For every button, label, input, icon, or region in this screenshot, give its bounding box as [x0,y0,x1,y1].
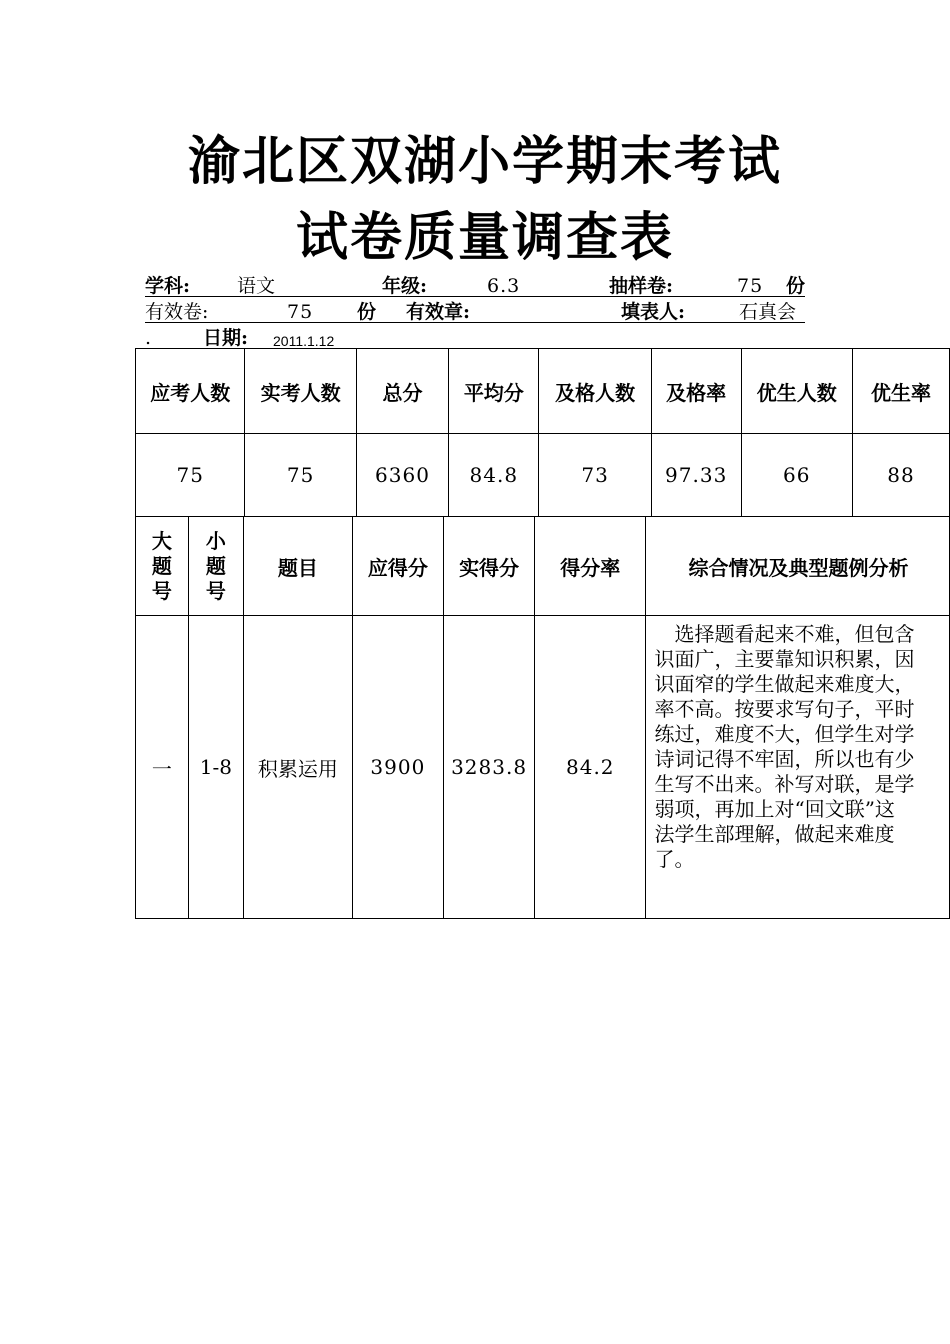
summary-header-cell: 优生人数 [741,349,852,434]
subject-label: 学科: [145,275,191,297]
analysis-line: 率不高。按要求写句子，平时 [654,697,915,721]
analysis-line: 练过，难度不大，但学生对学 [654,722,915,746]
minor-number-header: 小 题 号 [188,517,243,616]
summary-value-cell: 66 [741,434,852,517]
valid-value: 75 [287,301,314,323]
subject-value: 语文 [237,275,276,297]
date-value: 2011.1.12 [273,333,335,349]
meta-line-1 [145,274,805,298]
summary-table [135,348,950,517]
analysis-line: 生写不出来。补写对联，是学 [654,772,915,796]
page-title-line1: 渝北区双湖小学期末考试 [187,131,782,192]
filler-value: 石真会 [739,301,797,323]
meta-line-3 [145,326,805,350]
summary-value-cell: 73 [539,434,651,517]
item-analysis-table [135,516,950,919]
analysis-line: 了。 [654,847,695,871]
summary-value-row [136,434,950,517]
summary-value-cell: 75 [245,434,356,517]
major-number-cell: 一 [136,616,189,919]
summary-header-cell: 及格人数 [539,349,651,434]
summary-header-row [136,349,950,434]
topic-header: 题目 [244,517,353,616]
summary-value-cell: 6360 [356,434,448,517]
actual-score-cell: 3283.8 [444,616,535,919]
analysis-line: 法学生部理解，做起来难度 [654,822,895,846]
summary-value-cell: 88 [852,434,949,517]
expected-score-header: 应得分 [352,517,443,616]
summary-value-cell: 97.33 [651,434,741,517]
analysis-line: 诗词记得不牢固，所以也有少 [654,747,915,771]
analysis-line: 弱项，再加上对“回文联”这 [654,797,895,821]
analysis-line: 识面广，主要靠知识积累，因 [654,647,915,671]
page-title-line2: 试卷质量调查表 [295,207,674,268]
grade-value: 6.3 [487,275,521,297]
valid-label: 有效卷: [145,301,209,323]
table-row [136,616,950,919]
date-label: 日期: [203,327,249,349]
meta-dot: . [145,327,152,349]
sample-label: 抽样卷: [609,275,674,297]
analysis-cell [646,616,950,919]
summary-value-cell: 75 [136,434,245,517]
summary-header-cell: 总分 [356,349,448,434]
analysis-line: 选择题看起来不难，但包含 [654,622,915,646]
grade-label: 年级: [382,275,428,297]
item-header-row [136,517,950,616]
analysis-header: 综合情况及典型题例分析 [646,517,950,616]
filler-label: 填表人: [621,301,686,323]
analysis-line: 识面窄的学生做起来难度大， [654,672,915,696]
summary-header-cell: 应考人数 [136,349,245,434]
summary-header-cell: 实考人数 [245,349,356,434]
sample-value: 75 [737,275,764,297]
minor-number-cell: 1-8 [188,616,243,919]
valid-unit: 份 [357,301,377,323]
sample-unit: 份 [786,275,806,297]
valid-chapter-label: 有效章: [406,301,471,323]
summary-header-cell: 及格率 [651,349,741,434]
summary-header-cell: 平均分 [449,349,539,434]
expected-score-cell: 3900 [352,616,443,919]
actual-score-header: 实得分 [444,517,535,616]
summary-header-cell: 优生率 [852,349,949,434]
summary-value-cell: 84.8 [449,434,539,517]
score-rate-cell: 84.2 [535,616,646,919]
major-number-header: 大 题 号 [136,517,189,616]
topic-cell: 积累运用 [244,616,353,919]
meta-line-2 [145,300,805,324]
score-rate-header: 得分率 [535,517,646,616]
